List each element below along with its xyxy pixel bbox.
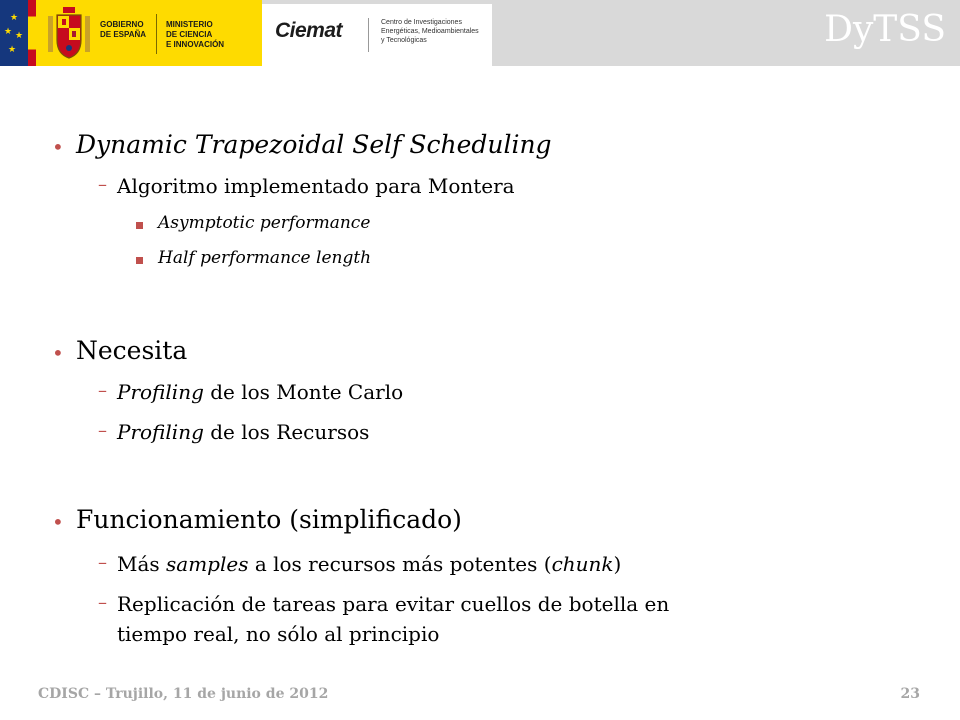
dash-icon: –: [98, 380, 107, 401]
slide-header: [0, 0, 960, 66]
sub-bullet-item: [117, 420, 369, 444]
star-icon: ★: [8, 45, 17, 55]
sub-bullet-item: [117, 552, 621, 576]
ciemat-description: Centro de Investigaciones Energéticas, Medioambientales y Tecnológicas: [381, 19, 479, 44]
divider: [156, 14, 157, 54]
sub-sub-bullet-item: Half performance length: [158, 248, 372, 268]
dash-icon: –: [98, 174, 107, 195]
sub-bullet-item: Replicación de tareas para evitar cuellos de botella en: [117, 592, 670, 616]
text: ): [613, 552, 622, 576]
ciemat-logo: [262, 4, 492, 66]
bullet-icon: •: [52, 135, 64, 159]
dash-icon: –: [98, 420, 107, 441]
dash-icon: –: [98, 592, 107, 613]
text: de los Recursos: [203, 420, 370, 444]
star-icon: ★: [10, 13, 19, 23]
emphasis-text: samples: [166, 552, 249, 576]
spain-flag-strip: [28, 0, 36, 66]
star-icon: ★: [4, 27, 13, 37]
bullet-item: Funcionamiento (simplificado): [76, 505, 462, 534]
square-bullet-icon: [136, 222, 143, 229]
ciemat-wordmark: Ciemat: [275, 19, 343, 42]
dash-icon: –: [98, 552, 107, 573]
bullet-icon: •: [52, 341, 64, 365]
ministry-label: MINISTERIO DE CIENCIA E INNOVACIÓN: [166, 20, 225, 49]
sub-bullet-item: Algoritmo implementado para Montera: [117, 174, 515, 198]
emphasis-text: Profiling: [117, 380, 204, 404]
bullet-item: Necesita: [76, 336, 188, 365]
coat-of-arms-icon: [46, 6, 92, 60]
government-logo: [0, 0, 262, 66]
slide-title: DyTSS: [824, 9, 946, 50]
sub-bullet-item: [117, 380, 403, 404]
text: de los Monte Carlo: [203, 380, 404, 404]
bullet-item: Dynamic Trapezoidal Self Scheduling: [76, 130, 552, 159]
footer-text: CDISC – Trujillo, 11 de junio de 2012: [38, 686, 329, 702]
eu-flag-strip: [0, 0, 28, 66]
square-bullet-icon: [136, 257, 143, 264]
government-label: GOBIERNO DE ESPAÑA: [100, 20, 147, 39]
star-icon: ★: [15, 31, 24, 41]
text: a los recursos más potentes (: [248, 552, 552, 576]
text: Más: [117, 552, 167, 576]
bullet-icon: •: [52, 510, 64, 534]
sub-bullet-item-continuation: tiempo real, no sólo al principio: [117, 622, 440, 646]
divider: [368, 18, 369, 52]
emphasis-text: chunk: [551, 552, 614, 576]
sub-sub-bullet-item: Asymptotic performance: [158, 213, 371, 233]
page-number: 23: [900, 686, 920, 702]
emphasis-text: Profiling: [117, 420, 204, 444]
